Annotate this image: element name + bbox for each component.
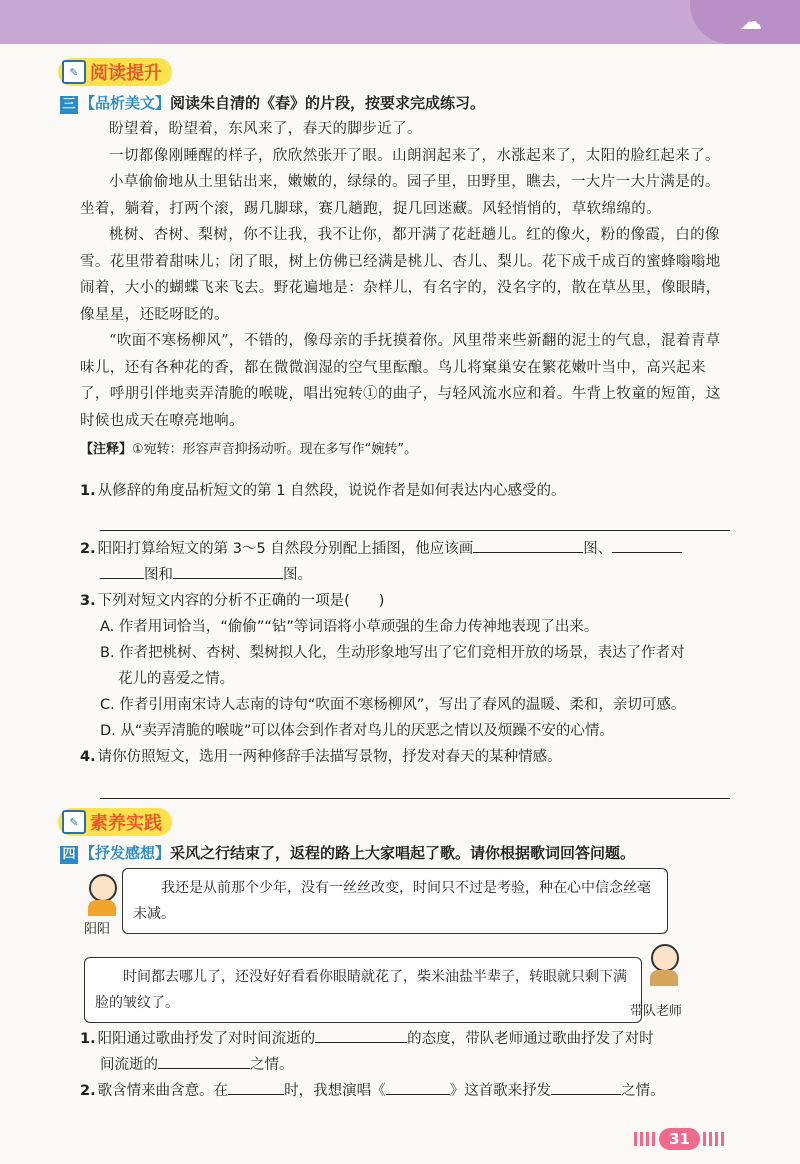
top-banner <box>0 0 800 44</box>
question-heading <box>60 842 635 864</box>
section-tag-practice <box>58 808 172 836</box>
question-instruction: 采风之行结束了，返程的路上大家唱起了歌。请你根据歌词回答问题。 <box>170 844 636 862</box>
question-text: 间流逝的 <box>100 1057 158 1073</box>
question-text: 图和 <box>144 567 173 583</box>
question-tag: 【抒发感想】 <box>80 844 171 862</box>
section-tag-reading <box>58 58 172 86</box>
question-2 <box>80 536 740 562</box>
option-b[interactable] <box>100 640 685 666</box>
answer-blank[interactable] <box>551 1080 621 1095</box>
answer-blank[interactable] <box>100 564 144 579</box>
cloud-icon: ☁ <box>740 10 762 35</box>
lyric-text: 我还是从前那个少年，没有一丝丝改变，时间只不过是考验，种在心中信念丝毫未减。 <box>133 880 651 922</box>
question-tag: 【品析美文】 <box>80 94 171 112</box>
question-4 <box>80 744 562 770</box>
lyric-bubble-2 <box>84 957 642 1023</box>
speaker-label: 带队老师 <box>630 1004 683 1019</box>
question-text: 时，我想演唱《 <box>284 1083 386 1099</box>
answer-line[interactable] <box>100 530 730 531</box>
section-title: 阅读提升 <box>90 63 162 84</box>
question-2-cont <box>100 562 312 588</box>
option-text: D. 从“卖弄清脆的喉咙”可以体会到作者对鸟儿的厌恶之情以及烦躁不安的心情。 <box>100 723 614 739</box>
footnote-text: ①宛转：形容声音抑扬动听。现在多写作“婉转”。 <box>132 442 418 457</box>
question-4-1-cont <box>100 1052 294 1078</box>
option-text: C. 作者引用南宋诗人志南的诗句“吹面不寒杨柳风”，写出了春风的温暖、柔和，亲切可感。 <box>100 697 686 713</box>
passage-paragraph: 盼望着，盼望着，东风来了，春天的脚步近了。 <box>109 121 422 137</box>
question-4-2 <box>80 1078 750 1104</box>
answer-blank[interactable] <box>315 1028 407 1043</box>
footnote-label: 【注释】 <box>80 442 133 457</box>
option-a[interactable] <box>100 614 598 640</box>
question-text: 的态度，带队老师通过歌曲抒发了对时 <box>407 1031 654 1047</box>
question-number: 1. <box>80 483 96 499</box>
passage <box>80 116 730 434</box>
question-text: 之情。 <box>250 1057 294 1073</box>
speaker-label: 阳阳 <box>84 922 111 937</box>
teacher-avatar <box>650 944 680 984</box>
question-text: 从修辞的角度品析短文的第 1 自然段，说说作者是如何表达内心感受的。 <box>97 483 566 499</box>
question-number: 1. <box>80 1031 96 1047</box>
question-text: 歌含情来曲含意。在 <box>97 1083 229 1099</box>
question-text: 图。 <box>283 567 312 583</box>
question-text: 阳阳通过歌曲抒发了对时间流逝的 <box>97 1031 316 1047</box>
question-4-1 <box>80 1026 740 1052</box>
answer-blank[interactable] <box>386 1080 450 1095</box>
question-number: 2. <box>80 1083 96 1099</box>
section-title: 素养实践 <box>90 813 162 834</box>
passage-paragraph: 一切都像刚睡醒的样子，欣欣然张开了眼。山朗润起来了，水涨起来了，太阳的脸红起来了。 <box>109 147 720 164</box>
question-1 <box>80 478 566 504</box>
lyric-text: 时间都去哪儿了，还没好好看看你眼睛就花了，柴米油盐半辈子，转眼就只剩下满脸的皱纹了。 <box>95 969 627 1011</box>
question-text: 阳阳打算给短文的第 3～5 自然段分别配上插图，他应该画 <box>97 541 474 557</box>
answer-blank[interactable] <box>173 564 283 579</box>
passage-paragraph: 桃树、杏树、梨树，你不让我，我不让你，都开满了花赶趟儿。红的像火，粉的像霞，白的像雪。花里带着甜味儿；闭了眼，树上仿佛已经满是桃儿、杏儿、梨儿。花下成千成百的蜜蜂嗡嗡地闹着，大小的蝴蝶飞来飞去。野花遍地是：杂样儿，有名字的，没名字的，散在草丛里，像眼睛，像星星，还眨呀眨的。 <box>80 227 721 323</box>
passage-paragraph: 小草偷偷地从土里钻出来，嫩嫩的，绿绿的。园子里，田野里，瞧去，一大片一大片满是的。坐着，躺着，打两个滚，踢几脚球，赛几趟跑，捉几回迷藏。风轻悄悄的，草软绵绵的。 <box>80 174 720 217</box>
question-3 <box>80 588 384 614</box>
question-number: 4. <box>80 749 96 765</box>
question-text: 》这首歌来抒发 <box>449 1083 552 1099</box>
answer-blank[interactable] <box>612 538 682 553</box>
answer-blank[interactable] <box>228 1080 284 1095</box>
passage-paragraph: “吹面不寒杨柳风”，不错的，像母亲的手抚摸着你。风里带来些新翻的泥土的气息，混着青草味儿，还有各种花的香，都在微微润湿的空气里酝酿。鸟儿将窠巢安在繁花嫩叶当中，高兴起来了，呼朋引伴地卖弄清脆的喉咙，唱出宛转①的曲子，与轻风流水应和着。牛背上牧童的短笛，这时候也成天在嘹亮地响。 <box>80 333 721 429</box>
page-number-text: 31 <box>659 1128 700 1150</box>
question-heading <box>60 92 485 114</box>
yangyang-avatar <box>88 874 118 914</box>
option-d[interactable] <box>100 718 614 744</box>
question-text: 图、 <box>583 541 613 557</box>
answer-blank[interactable] <box>473 538 583 553</box>
question-number: 三 <box>60 96 78 114</box>
lyric-bubble-1 <box>122 868 668 934</box>
question-instruction: 阅读朱自清的《春》的片段，按要求完成练习。 <box>170 94 486 112</box>
page-number <box>631 1128 728 1150</box>
footnote <box>80 438 417 457</box>
option-b-cont <box>118 666 234 692</box>
book-pencil-icon: ✎ <box>62 60 86 84</box>
option-text: B. 作者把桃树、杏树、梨树拟人化，生动形象地写出了它们竞相开放的场景，表达了作者对 <box>100 645 685 661</box>
question-text: 请你仿照短文，选用一两种修辞手法描写景物，抒发对春天的某种情感。 <box>97 749 562 765</box>
answer-line[interactable] <box>100 798 730 799</box>
question-text: 之情。 <box>621 1083 665 1099</box>
question-number: 2. <box>80 541 96 557</box>
answer-blank[interactable] <box>158 1054 250 1069</box>
question-number: 3. <box>80 593 96 609</box>
option-c[interactable] <box>100 692 685 718</box>
option-text: 花儿的喜爱之情。 <box>118 671 234 687</box>
notepad-pencil-icon: ✎ <box>62 810 86 834</box>
question-number: 四 <box>60 846 78 864</box>
option-text: A. 作者用词恰当，“偷偷”“钻”等词语将小草顽强的生命力传神地表现了出来。 <box>100 619 599 635</box>
question-text: 下列对短文内容的分析不正确的一项是( ) <box>97 593 385 609</box>
